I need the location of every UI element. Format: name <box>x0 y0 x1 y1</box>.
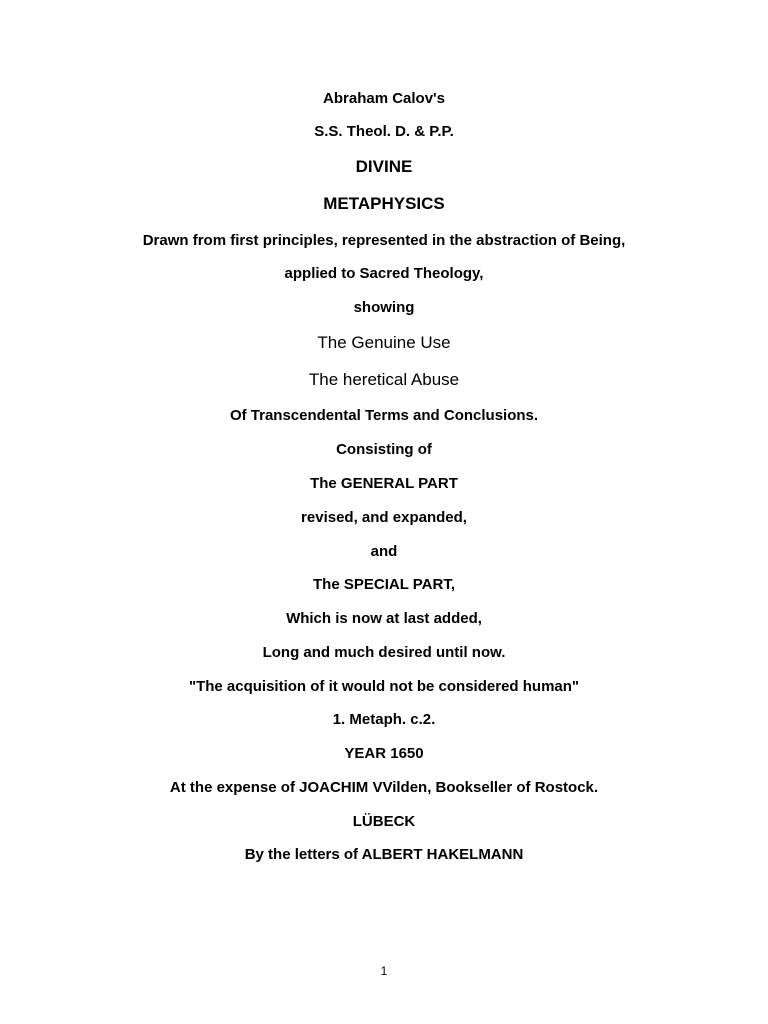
printer-line: By the letters of ALBERT HAKELMANN <box>244 846 524 863</box>
subtitle-line-1: Drawn from first principles, represented in the abstraction of Being, <box>142 232 626 249</box>
consisting-of-line: Consisting of <box>336 441 432 458</box>
year-line: YEAR 1650 <box>344 745 424 762</box>
title-line-metaphysics: METAPHYSICS <box>323 194 445 213</box>
title-line-divine: DIVINE <box>355 157 413 176</box>
now-added-line: Which is now at last added, <box>286 610 482 627</box>
citation-line: 1. Metaph. c.2. <box>332 711 436 728</box>
subtitle-line-3: showing <box>353 299 415 316</box>
revised-line: revised, and expanded, <box>301 509 467 526</box>
page-number: 1 <box>380 964 388 978</box>
general-part-line: The GENERAL PART <box>310 475 458 492</box>
city-line: LÜBECK <box>352 813 416 830</box>
terms-line: Of Transcendental Terms and Conclusions. <box>229 407 539 424</box>
genuine-use-line: The Genuine Use <box>317 333 451 352</box>
special-part-line: The SPECIAL PART, <box>313 576 455 593</box>
quote-line: "The acquisition of it would not be considered human" <box>188 678 580 695</box>
and-line: and <box>370 543 398 560</box>
heretical-abuse-line: The heretical Abuse <box>308 370 460 389</box>
author-line: Abraham Calov's <box>323 90 445 107</box>
credentials-line: S.S. Theol. D. & P.P. <box>314 123 454 140</box>
subtitle-line-2: applied to Sacred Theology, <box>284 265 484 282</box>
long-desired-line: Long and much desired until now. <box>262 644 506 661</box>
expense-line: At the expense of JOACHIM VVilden, Bookseller of Rostock. <box>169 779 599 796</box>
